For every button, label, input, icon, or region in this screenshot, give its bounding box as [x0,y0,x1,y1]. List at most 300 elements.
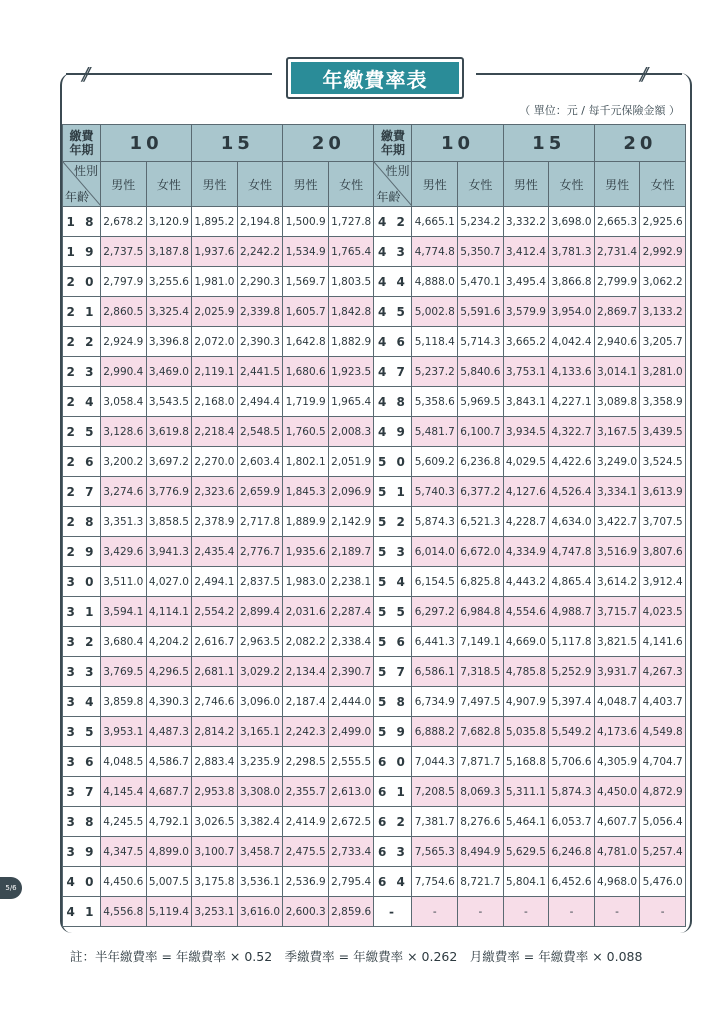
rate-cell: 1,500.9 [283,207,329,237]
rate-cell: 4,792.1 [146,807,192,837]
table-row [63,897,686,927]
rate-cell: 8,721.7 [458,867,504,897]
rate-cell: 4,988.7 [549,597,595,627]
age-cell: 4 9 [374,417,412,447]
rate-cell: 4,403.7 [640,687,686,717]
age-cell: 6 0 [374,747,412,777]
rate-cell: 3,697.2 [146,447,192,477]
rate-cell: 3,133.2 [640,297,686,327]
rate-cell: 3,429.6 [101,537,147,567]
rate-cell: 3,412.4 [503,237,549,267]
rate-cell: 6,984.8 [458,597,504,627]
rate-cell: 3,843.1 [503,387,549,417]
rate-cell: 6,734.9 [412,687,458,717]
rate-cell: 7,208.5 [412,777,458,807]
age-cell: 3 9 [63,837,101,867]
rate-table [62,124,686,927]
rate-cell: 1,642.8 [283,327,329,357]
rate-cell: 3,439.5 [640,417,686,447]
rate-cell: 4,048.5 [101,747,147,777]
period-header-right [374,125,412,162]
rate-cell: 3,858.5 [146,507,192,537]
rate-cell: 5,874.3 [412,507,458,537]
rate-cell: 5,056.4 [640,807,686,837]
rate-cell: 1,981.0 [192,267,238,297]
rate-cell: 2,414.9 [283,807,329,837]
rate-cell: 1,680.6 [283,357,329,387]
rate-cell: 2,323.6 [192,477,238,507]
male-header: 男性 [412,162,458,207]
rate-cell: 5,397.4 [549,687,595,717]
age-cell: 2 9 [63,537,101,567]
age-cell: 4 4 [374,267,412,297]
rate-cell: - [412,897,458,927]
rate-cell: 5,168.8 [503,747,549,777]
rate-cell: 1,605.7 [283,297,329,327]
rate-cell: 3,613.9 [640,477,686,507]
rate-cell: 2,270.0 [192,447,238,477]
unit-caption: （ 單位：元 / 每千元保險金額 ） [519,104,680,117]
rate-cell: 8,069.3 [458,777,504,807]
age-cell: 2 8 [63,507,101,537]
rate-cell: 4,586.7 [146,747,192,777]
rate-cell: 3,536.1 [237,867,283,897]
rate-cell: 3,167.5 [594,417,640,447]
rate-cell: 4,145.4 [101,777,147,807]
rate-cell: 2,953.8 [192,777,238,807]
rate-cell: 1,845.3 [283,477,329,507]
rate-cell: 2,799.9 [594,267,640,297]
rate-cell: 2,672.5 [328,807,374,837]
rate-cell: 3,396.8 [146,327,192,357]
rate-cell: 5,969.5 [458,387,504,417]
rate-cell: 3,698.0 [549,207,595,237]
rate-cell: 7,318.5 [458,657,504,687]
rate-cell: 1,534.9 [283,237,329,267]
rate-cell: 3,776.9 [146,477,192,507]
table-row [63,327,686,357]
age-cell: 3 2 [63,627,101,657]
rate-cell: 3,382.4 [237,807,283,837]
rate-cell: 5,007.5 [146,867,192,897]
rate-cell: 4,687.7 [146,777,192,807]
rate-cell: 2,899.4 [237,597,283,627]
rate-cell: 2,119.1 [192,357,238,387]
table-row [63,597,686,627]
rate-cell: 2,168.0 [192,387,238,417]
rate-cell: 7,565.3 [412,837,458,867]
rate-cell: 2,390.7 [328,657,374,687]
period-20-left: 20 [283,125,374,162]
rate-cell: 2,665.3 [594,207,640,237]
rate-cell: 2,678.2 [101,207,147,237]
age-cell: 5 0 [374,447,412,477]
rate-cell: 3,680.4 [101,627,147,657]
rate-cell: 4,704.7 [640,747,686,777]
rate-cell: 4,865.4 [549,567,595,597]
rate-cell: 6,236.8 [458,447,504,477]
rate-cell: 4,334.9 [503,537,549,567]
rate-cell: 4,133.6 [549,357,595,387]
rate-cell: 2,096.9 [328,477,374,507]
rate-cell: 3,187.8 [146,237,192,267]
rate-cell: 1,923.5 [328,357,374,387]
rate-cell: 3,821.5 [594,627,640,657]
rate-cell: 7,754.6 [412,867,458,897]
rate-cell: 4,968.0 [594,867,640,897]
rate-cell: 2,242.2 [237,237,283,267]
rate-cell: 4,141.6 [640,627,686,657]
rate-cell: 5,002.8 [412,297,458,327]
rate-table-body [63,207,686,927]
rate-cell: 4,907.9 [503,687,549,717]
rate-cell: 2,031.6 [283,597,329,627]
age-cell: 6 2 [374,807,412,837]
age-cell: 5 8 [374,687,412,717]
age-cell: 6 1 [374,777,412,807]
table-row [63,417,686,447]
rate-cell: 4,245.5 [101,807,147,837]
footnote: 註：半年繳費率 = 年繳費率 × 0.52 季繳費率 = 年繳費率 × 0.262 月繳費率 = 年繳費率 × 0.088 [70,949,643,964]
rate-cell: 4,781.0 [594,837,640,867]
rate-cell: 4,027.0 [146,567,192,597]
table-row [63,747,686,777]
rate-cell: 2,797.9 [101,267,147,297]
rate-cell: 2,390.3 [237,327,283,357]
rate-cell: 3,358.9 [640,387,686,417]
rate-cell: 4,549.8 [640,717,686,747]
rate-cell: 1,802.1 [283,447,329,477]
period-label: 繳費 年期 [69,129,94,157]
age-cell: 4 0 [63,867,101,897]
rate-cell: 2,142.9 [328,507,374,537]
rate-cell: 7,149.1 [458,627,504,657]
rate-cell: 2,548.5 [237,417,283,447]
age-cell: 4 1 [63,897,101,927]
rate-cell: 3,614.2 [594,567,640,597]
rate-cell: 4,305.9 [594,747,640,777]
age-cell: 3 0 [63,567,101,597]
rate-cell: 3,458.7 [237,837,283,867]
rate-cell: 3,026.5 [192,807,238,837]
rate-cell: 5,311.1 [503,777,549,807]
table-row [63,687,686,717]
rate-cell: 2,963.5 [237,627,283,657]
rate-cell: 2,378.9 [192,507,238,537]
age-cell: 2 2 [63,327,101,357]
rate-cell: 1,965.4 [328,387,374,417]
rate-cell: 1,803.5 [328,267,374,297]
age-cell: 4 6 [374,327,412,357]
rate-cell: 5,237.2 [412,357,458,387]
male-header: 男性 [101,162,147,207]
rate-cell: 2,025.9 [192,297,238,327]
table-row [63,837,686,867]
rate-cell: 3,619.8 [146,417,192,447]
rate-cell: 1,760.5 [283,417,329,447]
rate-cell: 3,511.0 [101,567,147,597]
rate-cell: 4,114.1 [146,597,192,627]
gender-age-corner [63,162,101,207]
rate-cell: 3,165.1 [237,717,283,747]
female-header: 女性 [549,162,595,207]
period-15-right: 15 [503,125,594,162]
rate-cell: 6,100.7 [458,417,504,447]
rate-cell: 5,117.8 [549,627,595,657]
age-cell: 3 6 [63,747,101,777]
rate-cell: 2,814.2 [192,717,238,747]
rate-cell: 5,470.1 [458,267,504,297]
rate-cell: 5,706.6 [549,747,595,777]
rate-cell: 3,707.5 [640,507,686,537]
age-cell: 3 5 [63,717,101,747]
rate-cell: 2,238.1 [328,567,374,597]
age-label: 年齡 [65,190,90,204]
rate-cell: 3,495.4 [503,267,549,297]
table-row [63,657,686,687]
rate-cell: 2,082.2 [283,627,329,657]
rate-cell: 1,569.7 [283,267,329,297]
rate-cell: 3,953.1 [101,717,147,747]
period-label: 繳費 年期 [380,129,405,157]
rate-cell: 1,882.9 [328,327,374,357]
rate-cell: 2,733.4 [328,837,374,867]
age-cell: 2 7 [63,477,101,507]
table-row [63,777,686,807]
age-cell: 2 1 [63,297,101,327]
rate-cell: 3,807.6 [640,537,686,567]
rate-cell: 3,781.3 [549,237,595,267]
rate-cell: 2,992.9 [640,237,686,267]
rate-cell: 6,672.0 [458,537,504,567]
rate-cell: 7,871.7 [458,747,504,777]
rate-cell: 1,983.0 [283,567,329,597]
rate-cell: 5,804.1 [503,867,549,897]
rate-cell: 3,089.8 [594,387,640,417]
rate-cell: 5,118.4 [412,327,458,357]
female-header: 女性 [237,162,283,207]
age-cell: 3 8 [63,807,101,837]
rate-cell: 4,023.5 [640,597,686,627]
gender-header-row [63,162,686,207]
rate-cell: 5,714.3 [458,327,504,357]
age-cell: 5 2 [374,507,412,537]
rate-cell: 2,072.0 [192,327,238,357]
rate-cell: 3,058.4 [101,387,147,417]
age-cell: 5 1 [374,477,412,507]
age-cell: 3 1 [63,597,101,627]
table-row [63,477,686,507]
rate-cell: 6,246.8 [549,837,595,867]
rate-cell: 4,322.7 [549,417,595,447]
rate-cell: 2,494.1 [192,567,238,597]
rate-cell: 6,452.6 [549,867,595,897]
rate-cell: 2,940.6 [594,327,640,357]
rate-cell: 2,737.5 [101,237,147,267]
rate-cell: 4,042.4 [549,327,595,357]
rate-cell: 4,526.4 [549,477,595,507]
rate-cell: 7,044.3 [412,747,458,777]
rate-cell: 7,497.5 [458,687,504,717]
rate-cell: 4,554.6 [503,597,549,627]
age-cell: 6 4 [374,867,412,897]
rate-cell: 2,555.5 [328,747,374,777]
rate-cell: 2,990.4 [101,357,147,387]
rate-cell: 3,665.2 [503,327,549,357]
page-title: 年繳費率表 [291,62,459,94]
rate-cell: 2,051.9 [328,447,374,477]
age-cell: 4 5 [374,297,412,327]
rate-cell: 3,912.4 [640,567,686,597]
rate-cell: 3,332.2 [503,207,549,237]
rate-cell: 4,450.0 [594,777,640,807]
table-row [63,267,686,297]
table-row [63,387,686,417]
rate-cell: 3,594.1 [101,597,147,627]
rate-cell: 6,297.2 [412,597,458,627]
rate-cell: 4,607.7 [594,807,640,837]
period-header-left [63,125,101,162]
female-header: 女性 [328,162,374,207]
age-cell: 4 2 [374,207,412,237]
age-cell: 4 8 [374,387,412,417]
female-header: 女性 [640,162,686,207]
rate-cell: 3,931.7 [594,657,640,687]
rate-cell: 3,325.4 [146,297,192,327]
female-header: 女性 [146,162,192,207]
rate-cell: 3,100.7 [192,837,238,867]
frame-top-right-line [476,73,682,75]
rate-cell: 2,924.9 [101,327,147,357]
rate-cell: 4,127.6 [503,477,549,507]
rate-cell: 2,681.1 [192,657,238,687]
gender-age-corner [374,162,412,207]
rate-cell: 5,740.3 [412,477,458,507]
rate-cell: 2,008.3 [328,417,374,447]
rate-cell: 1,889.9 [283,507,329,537]
period-20-right: 20 [594,125,685,162]
rate-cell: 4,227.1 [549,387,595,417]
rate-cell: 2,746.6 [192,687,238,717]
rate-cell: 3,281.0 [640,357,686,387]
rate-cell: 4,487.3 [146,717,192,747]
rate-cell: 3,543.5 [146,387,192,417]
table-row [63,207,686,237]
age-cell: 5 9 [374,717,412,747]
table-row [63,447,686,477]
rate-cell: 2,603.4 [237,447,283,477]
rate-cell: 2,659.9 [237,477,283,507]
rate-cell: 1,937.6 [192,237,238,267]
rate-cell: 6,377.2 [458,477,504,507]
rate-cell: 3,516.9 [594,537,640,567]
rate-cell: 4,029.5 [503,447,549,477]
rate-cell: 3,249.0 [594,447,640,477]
rate-cell: 4,347.5 [101,837,147,867]
hatch-mark-right: // [640,64,645,85]
rate-cell: 4,296.5 [146,657,192,687]
rate-cell: 2,218.4 [192,417,238,447]
rate-cell: 2,194.8 [237,207,283,237]
age-cell: 5 6 [374,627,412,657]
rate-cell: 3,274.6 [101,477,147,507]
rate-cell: 4,774.8 [412,237,458,267]
rate-cell: 3,954.0 [549,297,595,327]
rate-cell: 2,837.5 [237,567,283,597]
age-cell: 5 4 [374,567,412,597]
rate-cell: 2,731.4 [594,237,640,267]
rate-cell: 2,883.4 [192,747,238,777]
rate-cell: 2,554.2 [192,597,238,627]
rate-cell: 3,422.7 [594,507,640,537]
rate-cell: - [458,897,504,927]
male-header: 男性 [594,162,640,207]
rate-cell: 4,899.0 [146,837,192,867]
age-cell: 3 3 [63,657,101,687]
rate-cell: 5,234.2 [458,207,504,237]
rate-cell: 2,298.5 [283,747,329,777]
age-cell: 1 9 [63,237,101,267]
age-cell: 3 4 [63,687,101,717]
age-cell: 2 6 [63,447,101,477]
age-cell: 4 3 [374,237,412,267]
table-row [63,807,686,837]
rate-cell: 1,719.9 [283,387,329,417]
table-row [63,357,686,387]
rate-cell: 2,134.4 [283,657,329,687]
rate-cell: 1,765.4 [328,237,374,267]
rate-cell: 6,053.7 [549,807,595,837]
rate-cell: - [503,897,549,927]
rate-cell: 8,494.9 [458,837,504,867]
rate-cell: 4,669.0 [503,627,549,657]
table-row [63,537,686,567]
rate-cell: 6,888.2 [412,717,458,747]
rate-cell: 5,874.3 [549,777,595,807]
rate-cell: 2,242.3 [283,717,329,747]
rate-cell: 3,175.8 [192,867,238,897]
gender-label: 性別 [385,164,410,178]
rate-cell: 4,267.3 [640,657,686,687]
rate-cell: 1,727.8 [328,207,374,237]
rate-cell: 3,859.8 [101,687,147,717]
rate-cell: 3,062.2 [640,267,686,297]
rate-cell: 3,351.3 [101,507,147,537]
rate-cell: 3,866.8 [549,267,595,297]
rate-cell: 2,613.0 [328,777,374,807]
rate-cell: 5,840.6 [458,357,504,387]
rate-cell: 2,339.8 [237,297,283,327]
rate-cell: 3,469.0 [146,357,192,387]
age-cell: 2 0 [63,267,101,297]
rate-cell: 3,616.0 [237,897,283,927]
male-header: 男性 [283,162,329,207]
rate-cell: 2,795.4 [328,867,374,897]
table-row [63,507,686,537]
rate-cell: 4,888.0 [412,267,458,297]
age-cell: 5 3 [374,537,412,567]
period-10-right: 10 [412,125,503,162]
rate-cell: 8,276.6 [458,807,504,837]
rate-cell: 2,435.4 [192,537,238,567]
rate-cell: 2,499.0 [328,717,374,747]
age-cell: 5 7 [374,657,412,687]
rate-cell: 3,334.1 [594,477,640,507]
rate-cell: 4,048.7 [594,687,640,717]
rate-cell: 3,205.7 [640,327,686,357]
rate-cell: 3,308.0 [237,777,283,807]
gender-label: 性別 [73,164,98,178]
